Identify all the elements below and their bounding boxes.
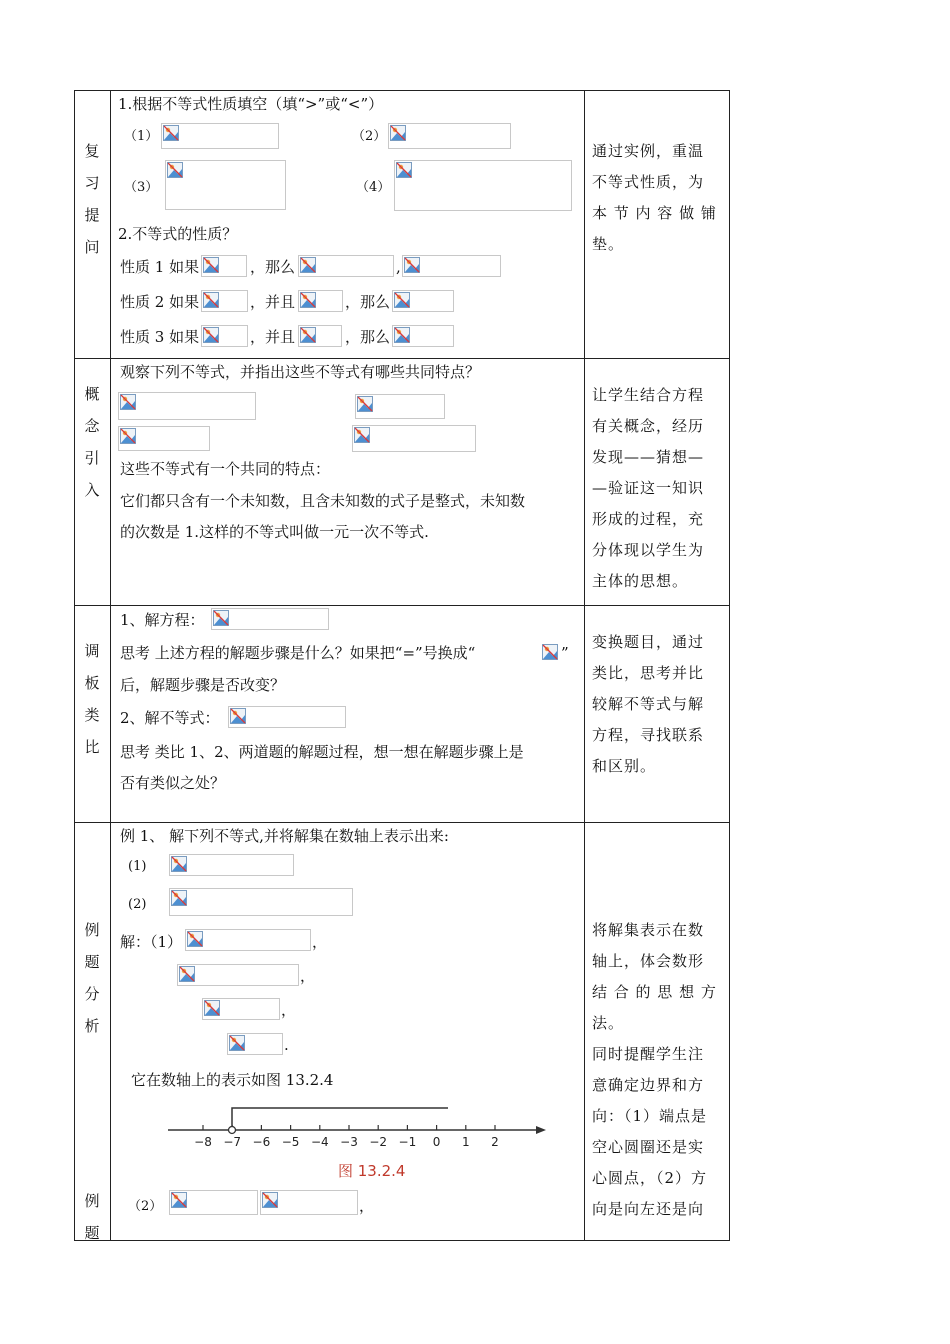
broken-image-icon [390,125,406,141]
note-line: 和区别。 [592,757,657,775]
figure-label: 图 13.2.4 [338,1162,406,1180]
item-label: （3） [124,180,159,195]
note-line: 发现——猜想— [592,448,705,466]
item-label: （4） [356,180,391,195]
formula-image [394,160,572,211]
formula-image [352,425,476,452]
section-title-char: 例 [84,921,100,939]
formula-image [298,290,343,312]
section-title-char: 念 [84,417,100,435]
comma: ， [359,1197,375,1215]
formula-image [260,1190,358,1215]
solve-equation-label: 1、解方程： [120,611,205,629]
broken-image-icon [229,1035,245,1051]
think-question: 否有类似之处？ [120,774,226,792]
note-line: 让学生结合方程 [592,386,705,404]
note-line: 有关概念，经历 [592,417,705,435]
formula-image [161,123,279,149]
axis-tick-label: −3 [340,1135,358,1149]
note-line: 同时提醒学生注 [592,1045,705,1063]
section-title-char: 复 [84,142,100,160]
broken-image-icon [230,708,246,724]
note-line: 法。 [592,1014,625,1032]
broken-image-icon [394,327,410,343]
teaching-note [592,136,722,260]
broken-image-icon [357,396,373,412]
axis-tick-label: 2 [491,1135,499,1149]
broken-image-icon [404,257,420,273]
property-1-mid: ，那么 [250,258,296,276]
note-line: 形成的过程，充 [592,510,705,528]
think-question: 思考 类比 1、2、两道题的解题过程，想一想在解题步骤上是 [120,743,524,761]
axis-arrow-icon [536,1126,546,1134]
formula-image [388,123,511,149]
formula-image [228,706,346,728]
broken-image-icon [163,125,179,141]
teaching-note [592,627,722,782]
item-label: （2） [352,129,387,144]
axis-tick-label: −8 [194,1135,212,1149]
problem-label: (2) [128,897,147,912]
row-divider [74,358,730,359]
formula-image [177,964,299,986]
section-title-char: 例 [84,1192,100,1210]
axis-tick-label: −6 [252,1135,271,1149]
axis-tick-label: −1 [398,1135,417,1149]
solution-bracket [232,1108,448,1130]
note-line: 类比，思考并比 [592,664,705,682]
section-title-char: 提 [84,206,100,224]
question-2: 2.不等式的性质？ [118,225,238,243]
broken-image-icon [300,257,316,273]
note-line: 较解不等式与解 [592,695,705,713]
feature-line: 它们都只含有一个未知数，且含未知数的式子是整式，未知数 [120,492,526,510]
axis-tick-label: −5 [281,1135,300,1149]
row-divider [74,822,730,823]
solution-lead: 解：（1） [120,933,183,951]
formula-image [118,426,210,451]
broken-image-icon [542,644,558,660]
property-3-end: ，那么 [345,328,391,346]
formula-image [541,643,561,663]
feature-line: 的次数是 1.这样的不等式叫做一元一次不等式. [120,523,429,541]
section-title-char: 入 [84,481,100,499]
note-line: 不等式性质，为 [592,173,705,191]
quote-close: ” [561,644,569,662]
section-title-char: 调 [84,642,100,660]
formula-image [185,929,311,951]
note-line: 轴上，体会数形 [592,952,705,970]
section-title-char: 问 [84,238,100,256]
formula-image [201,290,248,312]
axis-tick-label: −2 [369,1135,388,1149]
property-2-end: ，那么 [345,293,391,311]
note-line: 向是向左还是向 [592,1200,705,1218]
broken-image-icon [203,327,219,343]
note-line: —验证这一知识 [592,479,705,497]
teaching-note [592,915,722,1225]
section-title-char: 析 [84,1017,100,1035]
broken-image-icon [394,292,410,308]
column-divider [110,90,111,1241]
broken-image-icon [171,856,187,872]
section-title-char: 习 [84,174,100,192]
broken-image-icon [171,890,187,906]
axis-tick-label: −4 [310,1135,329,1149]
comma: ， [281,1001,297,1019]
note-line: 空心圆圈还是实 [592,1138,705,1156]
formula-image [201,325,248,347]
broken-image-icon [300,327,316,343]
formula-image [298,325,342,347]
broken-image-icon [354,427,370,443]
section-title-char: 比 [84,738,100,756]
broken-image-icon [262,1192,278,1208]
broken-image-icon [167,162,183,178]
concept-prompt: 观察下列不等式，并指出这些不等式有哪些共同特点？ [120,363,481,381]
note-line: 心圆点，（2）方 [592,1169,708,1187]
open-endpoint-circle [229,1127,236,1134]
formula-image [202,998,280,1020]
table-right-border [729,90,730,1241]
formula-image [392,290,454,312]
property-2-mid: ，并且 [250,293,296,311]
problem-label: (1) [128,859,147,874]
row-divider [74,605,730,606]
note-line: 垫。 [592,235,625,253]
property-2-lead: 性质 2 如果 [120,293,200,311]
number-line-figure [160,1100,555,1188]
note-line: 分体现以学生为 [592,541,705,559]
note-line: 变换题目，通过 [592,633,705,651]
problem-label: （2） [128,1199,163,1214]
property-1-sep: , [396,258,401,276]
section-title-char: 分 [84,985,100,1003]
think-question: 后，解题步骤是否改变？ [120,676,286,694]
note-line: 通过实例，重温 [592,142,705,160]
formula-image [169,1190,258,1215]
feature-title: 这些不等式有一个共同的特点： [120,460,331,478]
section-title-char: 类 [84,706,100,724]
table-top-border [74,90,730,91]
formula-image [355,394,445,419]
axis-ticks [194,1125,499,1149]
broken-image-icon [187,931,203,947]
teaching-note [592,380,722,597]
note-line: 本 节 内 容 做 铺 [592,204,717,222]
note-line: 意确定边界和方 [592,1076,705,1094]
axis-tick-label: −7 [223,1135,242,1149]
period: . [284,1036,289,1054]
item-label: （1） [124,129,159,144]
section-title-char: 引 [84,449,100,467]
formula-image [211,608,329,630]
broken-image-icon [203,257,219,273]
broken-image-icon [171,1192,187,1208]
formula-image [227,1033,283,1055]
section-title-char: 题 [84,953,100,971]
broken-image-icon [179,966,195,982]
broken-image-icon [204,1000,220,1016]
comma: ， [312,933,328,951]
note-line: 结 合 的 思 想 方 [592,983,717,1001]
axis-tick-label: 1 [461,1135,470,1149]
formula-image [392,325,454,347]
broken-image-icon [300,292,316,308]
solve-inequality-label: 2、解不等式： [120,709,220,727]
property-3-mid: ，并且 [250,328,296,346]
section-title-char: 板 [84,674,100,692]
formula-image [169,854,294,876]
section-title-char: 题 [84,1224,100,1242]
table-bottom-border [74,1240,730,1241]
example-intro: 例 1、 解下列不等式,并将解集在数轴上表示出来: [120,827,449,845]
formula-image [165,160,286,210]
note-line: 将解集表示在数 [592,921,705,939]
axis-tick-label: 0 [432,1135,441,1149]
formula-image [402,255,501,277]
property-3-lead: 性质 3 如果 [120,328,200,346]
broken-image-icon [203,292,219,308]
section-title-char: 概 [84,385,100,403]
question-1: 1.根据不等式性质填空（填“>”或“<”） [118,95,384,113]
column-divider [584,90,585,1241]
formula-image [169,888,353,916]
formula-image [118,392,256,420]
think-question: 思考 上述方程的解题步骤是什么？如果把“=”号换成“ [120,644,476,662]
formula-image [201,255,247,277]
broken-image-icon [120,428,136,444]
formula-image [298,255,394,277]
note-line: 主体的思想。 [592,572,689,590]
note-line: 方程，寻找联系 [592,726,705,744]
comma: ， [300,967,316,985]
property-1-lead: 性质 1 如果 [120,258,200,276]
broken-image-icon [396,162,412,178]
broken-image-icon [120,394,136,410]
broken-image-icon [213,610,229,626]
figure-reference: 它在数轴上的表示如图 13.2.4 [131,1071,334,1089]
note-line: 向：（1）端点是 [592,1107,708,1125]
